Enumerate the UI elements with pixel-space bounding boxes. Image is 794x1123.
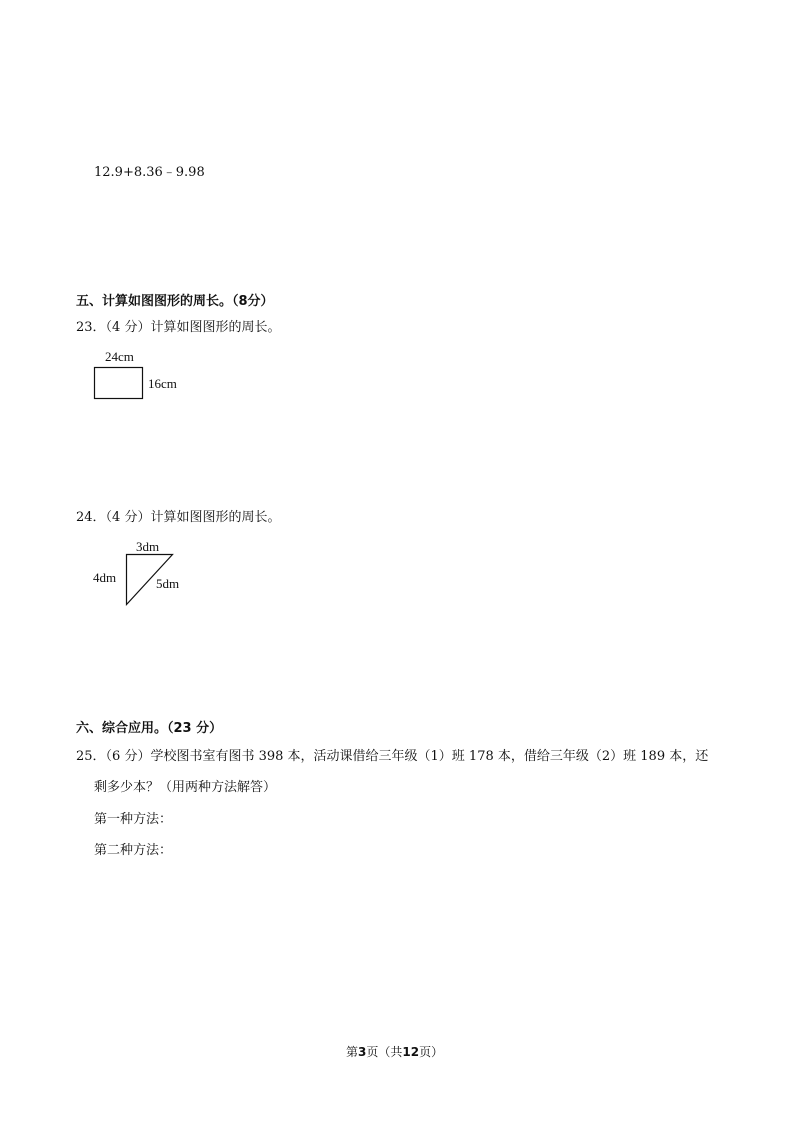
question-24-label: 24．（4 分）计算如图图形的周长。 [76, 510, 281, 525]
rectangle-width-label: 24cm [105, 349, 134, 364]
footer-page-number: 3 [358, 1045, 367, 1059]
footer-mid: 页（共 [366, 1045, 403, 1059]
question-25-line-1: 25．（6 分）学校图书室有图书 398 本，活动课借给三年级（1）班 178 本，借给三年级（2）班 189 本，还 [76, 749, 709, 764]
question-25-line-2: 剩多少本？（用两种方法解答） [94, 780, 277, 795]
method-one-label: 第一种方法： [94, 812, 173, 827]
rectangle-height-label: 16cm [148, 376, 177, 391]
triangle-top-label: 3dm [136, 539, 160, 554]
triangle-hypotenuse-label: 5dm [156, 576, 180, 591]
footer-suffix: 页） [419, 1045, 444, 1059]
page-footer [346, 1043, 443, 1060]
method-two-label: 第二种方法： [94, 843, 173, 858]
calculation-expression: 12.9+8.36﹣9.98 [94, 165, 205, 180]
triangle-left-label: 4dm [93, 570, 117, 585]
section-six-heading: 六、综合应用。（23 分） [76, 721, 223, 736]
section-five-heading: 五、计算如图图形的周长。（8分） [76, 294, 274, 309]
question-23-label: 23．（4 分）计算如图图形的周长。 [76, 320, 281, 335]
footer-prefix: 第 [346, 1045, 359, 1059]
footer-total-pages: 12 [402, 1045, 420, 1059]
